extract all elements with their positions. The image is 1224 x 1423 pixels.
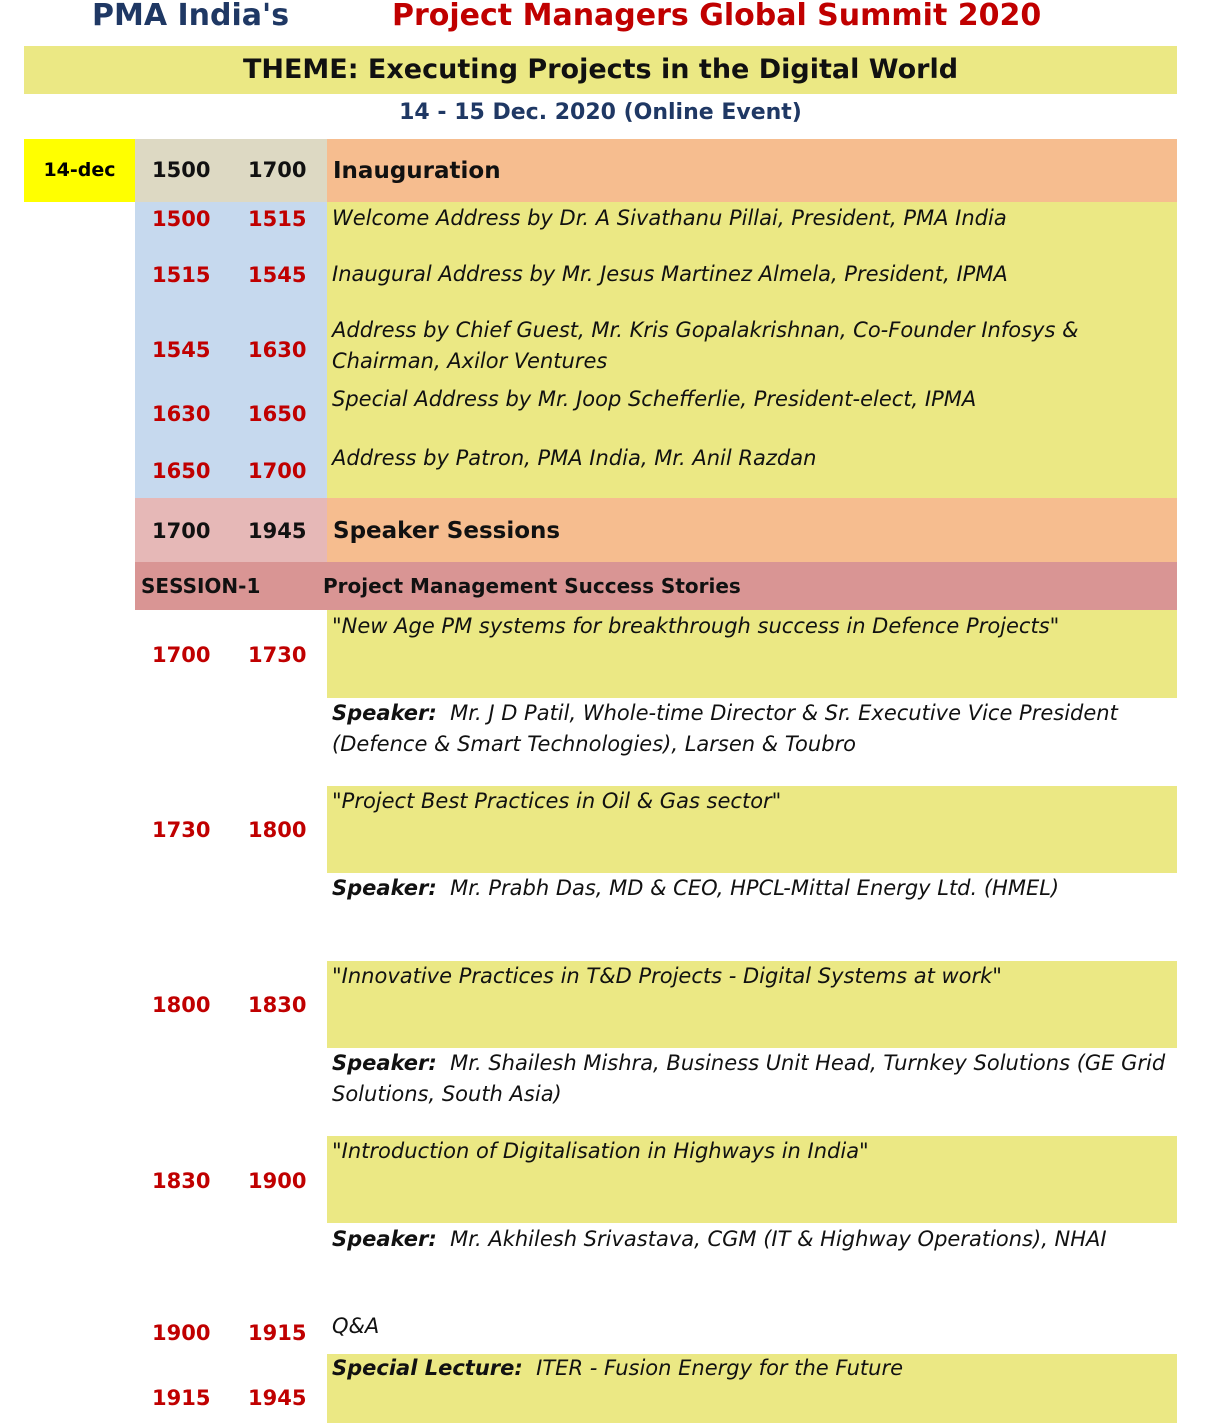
speaker-label: Speaker: bbox=[332, 701, 437, 725]
inauguration-end-time: 1700 bbox=[248, 158, 307, 182]
speaker-label: Speaker: bbox=[332, 1227, 437, 1251]
item-start-time: 1630 bbox=[152, 402, 211, 426]
item-text: Welcome Address by Dr. A Sivathanu Pillai, President, PMA India bbox=[332, 206, 1007, 230]
item-start-time: 1650 bbox=[152, 459, 211, 483]
org-title: PMA India's bbox=[92, 0, 290, 33]
talk-title: "New Age PM systems for breakthrough success in Defence Projects" bbox=[332, 614, 1060, 638]
talk-title: "Project Best Practices in Oil & Gas sector" bbox=[332, 789, 782, 813]
talk-start-time: 1830 bbox=[152, 1169, 211, 1193]
event-dates: 14 - 15 Dec. 2020 (Online Event) bbox=[399, 100, 802, 125]
item-text: Special Address by Mr. Joop Schefferlie, President-elect, IPMA bbox=[332, 387, 977, 411]
item-text: Inaugural Address by Mr. Jesus Martinez Almela, President, IPMA bbox=[332, 262, 1008, 286]
inauguration-title: Inauguration bbox=[333, 158, 501, 184]
session1-title: Project Management Success Stories bbox=[323, 574, 741, 598]
talk-speaker bbox=[332, 1048, 1172, 1110]
talk-start-time: 1700 bbox=[152, 643, 211, 667]
speaker-name: Mr. Prabh Das, MD & CEO, HPCL-Mittal Energy Ltd. (HMEL) bbox=[450, 876, 1060, 900]
qa-text: Q&A bbox=[332, 1314, 380, 1338]
special-lecture-end-time: 1945 bbox=[248, 1386, 307, 1410]
item-end-time: 1650 bbox=[248, 402, 307, 426]
speaker-label: Speaker: bbox=[332, 876, 437, 900]
talk-start-time: 1730 bbox=[152, 818, 211, 842]
item-end-time: 1630 bbox=[248, 338, 307, 362]
day-badge: 14-dec bbox=[24, 139, 135, 202]
special-lecture bbox=[332, 1353, 1172, 1384]
inauguration-start-time: 1500 bbox=[152, 158, 211, 182]
qa-start-time: 1900 bbox=[152, 1321, 211, 1345]
item-start-time: 1545 bbox=[152, 338, 211, 362]
speaker-sessions-end-time: 1945 bbox=[248, 519, 307, 543]
talk-end-time: 1800 bbox=[248, 818, 307, 842]
special-lecture-start-time: 1915 bbox=[152, 1386, 211, 1410]
speaker-sessions-start-time: 1700 bbox=[152, 519, 211, 543]
summit-title: Project Managers Global Summit 2020 bbox=[392, 0, 1042, 33]
talk-speaker bbox=[332, 698, 1172, 760]
item-start-time: 1500 bbox=[152, 207, 211, 231]
special-lecture-title: ITER - Fusion Energy for the Future bbox=[536, 1356, 903, 1380]
item-text: Address by Patron, PMA India, Mr. Anil Razdan bbox=[332, 446, 817, 470]
item-end-time: 1515 bbox=[248, 207, 307, 231]
talk-speaker bbox=[332, 1224, 1172, 1255]
special-lecture-label: Special Lecture: bbox=[332, 1356, 523, 1380]
talk-end-time: 1730 bbox=[248, 643, 307, 667]
item-end-time: 1545 bbox=[248, 263, 307, 287]
talk-end-time: 1900 bbox=[248, 1169, 307, 1193]
talk-title: "Introduction of Digitalisation in Highways in India" bbox=[332, 1139, 869, 1163]
talk-title: "Innovative Practices in T&D Projects - Digital Systems at work" bbox=[332, 964, 1002, 988]
speaker-label: Speaker: bbox=[332, 1051, 437, 1075]
theme-banner: THEME: Executing Projects in the Digital World bbox=[24, 46, 1177, 94]
speaker-name: Mr. J D Patil, Whole-time Director & Sr. Executive Vice President (Defence & Smart Technologies), Larsen & Toubro bbox=[332, 701, 1118, 756]
speaker-name: Mr. Shailesh Mishra, Business Unit Head, Turnkey Solutions (GE Grid Solutions, South Asia) bbox=[332, 1051, 1166, 1106]
speaker-name: Mr. Akhilesh Srivastava, CGM (IT & Highway Operations), NHAI bbox=[450, 1227, 1107, 1251]
talk-end-time: 1830 bbox=[248, 993, 307, 1017]
session1-label: SESSION-1 bbox=[141, 574, 261, 598]
talk-start-time: 1800 bbox=[152, 993, 211, 1017]
item-end-time: 1700 bbox=[248, 459, 307, 483]
item-start-time: 1515 bbox=[152, 263, 211, 287]
item-text: Address by Chief Guest, Mr. Kris Gopalakrishnan, Co-Founder Infosys & Chairman, Axilor Ventures bbox=[332, 318, 1079, 373]
speaker-sessions-title: Speaker Sessions bbox=[333, 518, 561, 544]
talk-speaker bbox=[332, 873, 1172, 904]
qa-end-time: 1915 bbox=[248, 1321, 307, 1345]
